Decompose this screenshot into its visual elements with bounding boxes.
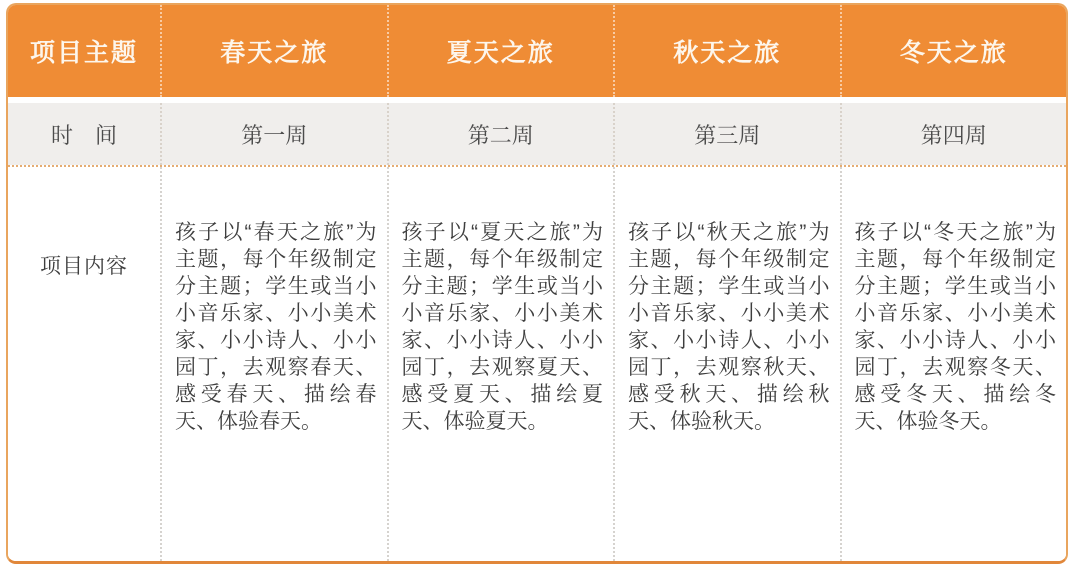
content-row-label-cell: 项目内容	[40, 255, 128, 278]
header-cell-winter-journey: 冬天之旅	[840, 5, 1067, 97]
seasonal-project-table	[6, 3, 1068, 564]
table-header-row	[8, 5, 1066, 97]
time-week2-cell: 第二周	[387, 103, 614, 165]
content-winter-cell: 孩子以“冬天之旅”为主题，每个年级制定分主题；学生或当小小音乐家、小小美术家、小小诗人、小小园丁，去观察冬天、感受冬天、描绘冬天、体验冬天。	[840, 167, 1067, 561]
content-spring-cell: 孩子以“春天之旅”为主题，每个年级制定分主题；学生或当小小音乐家、小小美术家、小小诗人、小小园丁，去观察春天、感受春天、描绘春天、体验春天。	[160, 167, 387, 561]
time-row-label-cell: 时 间	[50, 122, 117, 148]
content-row	[8, 165, 1066, 561]
header-cell-summer-journey: 夏天之旅	[387, 5, 614, 97]
time-week1-cell: 第一周	[160, 103, 387, 165]
header-cell-project-theme: 项目主题	[29, 39, 138, 67]
content-autumn-cell: 孩子以“秋天之旅”为主题，每个年级制定分主题；学生或当小小音乐家、小小美术家、小小诗人、小小园丁，去观察秋天、感受秋天、描绘秋天、体验秋天。	[613, 167, 840, 561]
content-summer-cell: 孩子以“夏天之旅”为主题，每个年级制定分主题；学生或当小小音乐家、小小美术家、小小诗人、小小园丁，去观察夏天、感受夏天、描绘夏天、体验夏天。	[387, 167, 614, 561]
time-row	[8, 103, 1066, 165]
time-week4-cell: 第四周	[840, 103, 1067, 165]
header-cell-spring-journey: 春天之旅	[160, 5, 387, 97]
header-cell-autumn-journey: 秋天之旅	[613, 5, 840, 97]
time-week3-cell: 第三周	[613, 103, 840, 165]
